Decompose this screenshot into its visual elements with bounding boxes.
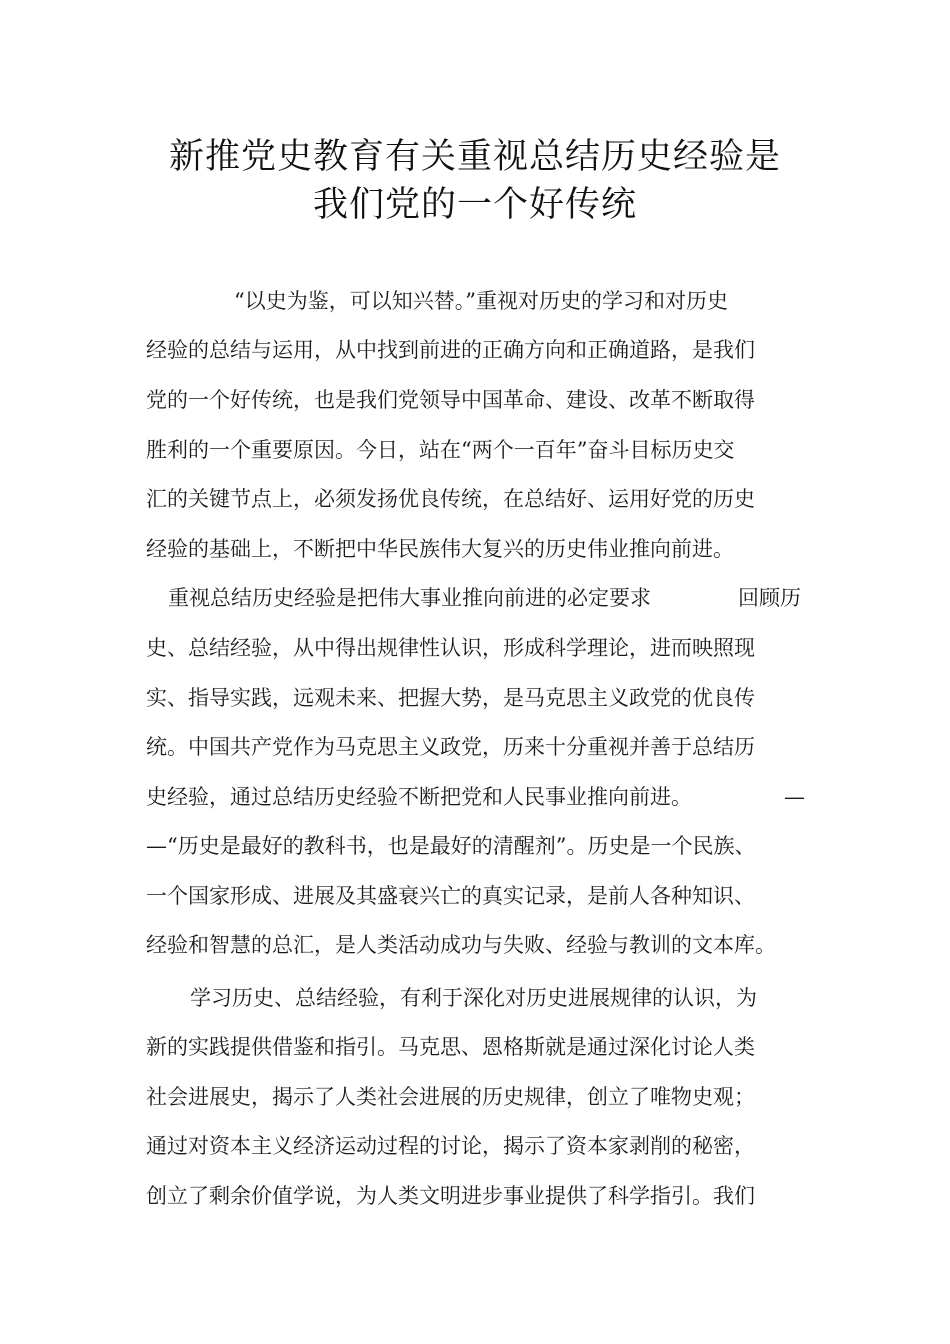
- body-line: 史、总结经验，从中得出规律性认识，形成科学理论，进而映照现: [146, 636, 755, 660]
- body-line: “以史为鉴，可以知兴替。”重视对历史的学习和对历史: [234, 289, 728, 313]
- body-line: 一个国家形成、进展及其盛衰兴亡的真实记录，是前人各种知识、: [146, 884, 755, 908]
- document-title-line-2: 我们党的一个好传统: [312, 185, 637, 225]
- body-line: 经验和智慧的总汇，是人类活动成功与失败、经验与教训的文本库。: [146, 933, 776, 957]
- body-line: 经验的总结与运用，从中找到前进的正确方向和正确道路，是我们: [146, 338, 755, 362]
- body-line: 新的实践提供借鉴和指引。马克思、恩格斯就是通过深化讨论人类: [146, 1035, 755, 1059]
- body-line: 创立了剩余价值学说，为人类文明进步事业提供了科学指引。我们: [146, 1184, 755, 1208]
- body-line: 党的一个好传统，也是我们党领导中国革命、建设、改革不断取得: [146, 388, 755, 412]
- body-line: 社会进展史，揭示了人类社会进展的历史规律，创立了唯物史观；: [146, 1085, 755, 1109]
- body-line: 统。中国共产党作为马克思主义政党，历来十分重视并善于总结历: [146, 735, 755, 759]
- body-line: 经验的基础上，不断把中华民族伟大复兴的历史伟业推向前进。: [146, 537, 734, 561]
- body-line: 学习历史、总结经验，有利于深化对历史进展规律的认识，为: [190, 986, 757, 1010]
- body-line: 回顾历: [738, 586, 801, 610]
- body-line: 实、指导实践，远观未来、把握大势，是马克思主义政党的优良传: [146, 686, 755, 710]
- section-heading: 重视总结历史经验是把伟大事业推向前进的必定要求: [168, 586, 651, 610]
- document-title-line-1: 新推党史教育有关重视总结历史经验是: [168, 137, 781, 177]
- dash-fragment: —: [784, 785, 805, 809]
- body-line: 胜利的一个重要原因。今日，站在“两个一百年”奋斗目标历史交: [146, 438, 735, 462]
- body-line: 汇的关键节点上，必须发扬优良传统，在总结好、运用好党的历史: [146, 487, 755, 511]
- body-line: 史经验，通过总结历史经验不断把党和人民事业推向前进。: [146, 785, 692, 809]
- body-line: 通过对资本主义经济运动过程的讨论，揭示了资本家剥削的秘密，: [146, 1134, 755, 1158]
- body-line: —“历史是最好的教科书，也是最好的清醒剂”。历史是一个民族、: [146, 834, 756, 858]
